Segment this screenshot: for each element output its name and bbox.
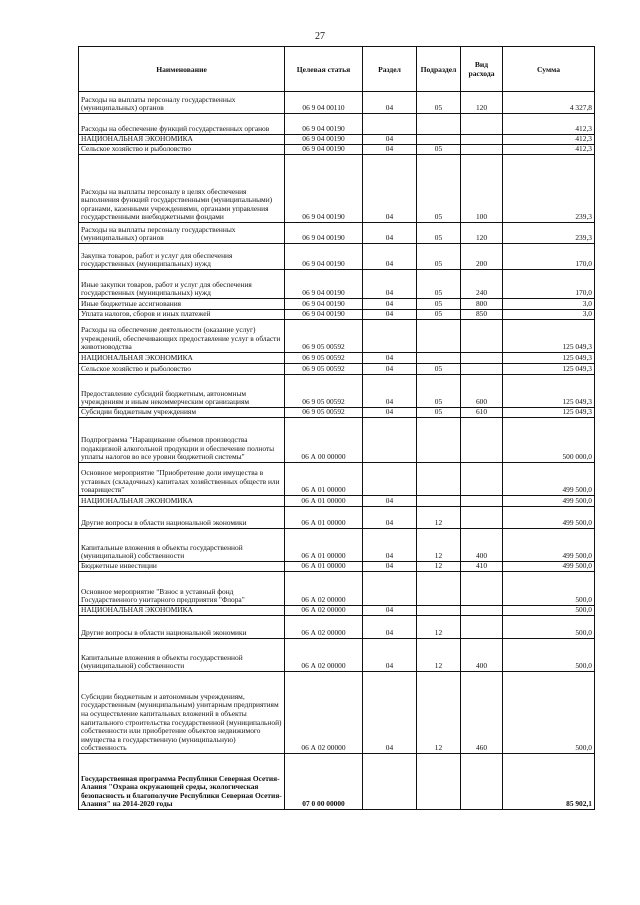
table-row (79, 754, 595, 810)
row-section: 04 (363, 145, 417, 155)
row-name: Сельское хозяйство и рыболовство (79, 364, 285, 375)
row-name: НАЦИОНАЛЬНАЯ ЭКОНОМИКА (79, 353, 285, 364)
row-subsection: 05 (417, 364, 461, 375)
row-section: 04 (363, 408, 417, 418)
row-name: Капитальные вложения в объекты государственной (муниципальной) собственности (79, 529, 285, 562)
row-code: 06 А 01 00000 (285, 529, 363, 562)
row-subsection: 05 (417, 155, 461, 223)
table-row (79, 364, 595, 375)
row-code: 06 9 05 00592 (285, 320, 363, 353)
row-expense-type (461, 616, 503, 639)
row-name: Основное мероприятие "Приобретение доли имущества в уставных (складочных) капиталах хозяйственных обществ или товариществ" (79, 463, 285, 496)
row-name: Уплата налогов, сборов и иных платежей (79, 310, 285, 320)
row-code: 06 9 04 00190 (285, 244, 363, 270)
table-row (79, 408, 595, 418)
row-expense-type: 850 (461, 310, 503, 320)
row-code: 06 9 05 00592 (285, 375, 363, 408)
row-code: 06 9 04 00190 (285, 155, 363, 223)
row-amount: 170,0 (503, 244, 595, 270)
row-code: 06 А 02 00000 (285, 672, 363, 754)
row-expense-type (461, 114, 503, 135)
row-section: 04 (363, 375, 417, 408)
row-name: Основное мероприятие "Взнос в уставный фонд Государственного унитарного предприятия "Флора" (79, 572, 285, 606)
row-amount: 3,0 (503, 310, 595, 320)
row-amount: 500,0 (503, 672, 595, 754)
row-amount: 85 902,1 (503, 754, 595, 810)
row-name: Расходы на обеспечение деятельности (оказание услуг) учреждений, обеспечивающих предоставление услуг в области животноводства (79, 320, 285, 353)
row-expense-type (461, 572, 503, 606)
row-amount: 125 049,3 (503, 364, 595, 375)
row-code: 06 9 05 00592 (285, 408, 363, 418)
row-subsection: 12 (417, 672, 461, 754)
budget-table (78, 46, 595, 810)
row-amount: 125 049,3 (503, 375, 595, 408)
row-code: 06 А 01 00000 (285, 507, 363, 529)
table-row (79, 496, 595, 507)
row-expense-type (461, 496, 503, 507)
row-subsection: 05 (417, 375, 461, 408)
row-amount: 125 049,3 (503, 408, 595, 418)
table-row (79, 507, 595, 529)
table-row (79, 223, 595, 244)
row-expense-type: 120 (461, 92, 503, 114)
row-code: 07 0 00 00000 (285, 754, 363, 810)
row-code: 06 9 04 00110 (285, 92, 363, 114)
row-section: 04 (363, 529, 417, 562)
table-row (79, 672, 595, 754)
row-expense-type (461, 320, 503, 353)
row-subsection: 12 (417, 507, 461, 529)
row-subsection: 05 (417, 408, 461, 418)
table-row (79, 244, 595, 270)
row-subsection: 05 (417, 270, 461, 299)
row-name: Расходы на выплаты персоналу государственных (муниципальных) органов (79, 92, 285, 114)
row-expense-type (461, 145, 503, 155)
row-subsection (417, 754, 461, 810)
row-section: 04 (363, 135, 417, 145)
table-row (79, 562, 595, 572)
row-expense-type: 120 (461, 223, 503, 244)
row-expense-type: 460 (461, 672, 503, 754)
table-row (79, 114, 595, 135)
row-section (363, 114, 417, 135)
row-code: 06 А 02 00000 (285, 616, 363, 639)
row-code: 06 А 02 00000 (285, 606, 363, 616)
row-expense-type: 200 (461, 244, 503, 270)
table-row (79, 155, 595, 223)
row-section (363, 463, 417, 496)
row-amount: 500,0 (503, 639, 595, 672)
row-name: Субсидии бюджетным учреждениям (79, 408, 285, 418)
row-section: 04 (363, 244, 417, 270)
row-amount: 499 500,0 (503, 529, 595, 562)
table-row (79, 463, 595, 496)
row-subsection (417, 135, 461, 145)
row-subsection (417, 496, 461, 507)
header-section: Раздел (363, 47, 417, 92)
row-amount: 499 500,0 (503, 507, 595, 529)
row-section: 04 (363, 223, 417, 244)
row-section: 04 (363, 496, 417, 507)
row-expense-type (461, 418, 503, 463)
page-number: 27 (315, 31, 325, 42)
table-row (79, 353, 595, 364)
row-code: 06 9 04 00190 (285, 114, 363, 135)
row-name: Иные закупки товаров, работ и услуг для обеспечения государственных (муниципальных) нужд (79, 270, 285, 299)
row-expense-type: 800 (461, 299, 503, 310)
row-name: НАЦИОНАЛЬНАЯ ЭКОНОМИКА (79, 496, 285, 507)
row-subsection (417, 606, 461, 616)
row-section: 04 (363, 353, 417, 364)
row-code: 06 А 01 00000 (285, 463, 363, 496)
row-expense-type: 610 (461, 408, 503, 418)
row-code: 06 9 04 00190 (285, 135, 363, 145)
row-expense-type: 400 (461, 639, 503, 672)
row-name: Иные бюджетные ассигнования (79, 299, 285, 310)
row-code: 06 9 04 00190 (285, 270, 363, 299)
row-expense-type: 240 (461, 270, 503, 299)
table-row (79, 145, 595, 155)
row-expense-type (461, 364, 503, 375)
table-row (79, 270, 595, 299)
row-subsection: 12 (417, 616, 461, 639)
row-subsection: 12 (417, 639, 461, 672)
row-name: Подпрограмма "Наращивание объемов производства подакцизной алкогольной продукции и обеспечение полноты уплаты налогов во все уровни бюджетной системы" (79, 418, 285, 463)
row-section: 04 (363, 92, 417, 114)
row-subsection: 05 (417, 92, 461, 114)
row-section: 04 (363, 507, 417, 529)
table-row (79, 572, 595, 606)
row-amount: 499 500,0 (503, 463, 595, 496)
table-header-row (79, 47, 595, 92)
row-name: Расходы на обеспечение функций государственных органов (79, 114, 285, 135)
row-amount: 499 500,0 (503, 562, 595, 572)
row-amount: 125 049,3 (503, 353, 595, 364)
row-amount: 412,3 (503, 145, 595, 155)
table-row (79, 375, 595, 408)
row-name: Сельское хозяйство и рыболовство (79, 145, 285, 155)
row-code: 06 9 05 00592 (285, 353, 363, 364)
row-section: 04 (363, 616, 417, 639)
header-name: Наименование (79, 47, 285, 92)
row-name: Другие вопросы в области национальной экономики (79, 616, 285, 639)
row-amount: 412,3 (503, 135, 595, 145)
table-row (79, 320, 595, 353)
table-row (79, 310, 595, 320)
row-subsection: 05 (417, 299, 461, 310)
row-code: 06 9 04 00190 (285, 310, 363, 320)
row-subsection (417, 114, 461, 135)
row-expense-type (461, 463, 503, 496)
row-name: Государственная программа Республики Северная Осетия-Алания "Охрана окружающей среды, экологическая безопасность и благополучие Республики Северная Осетия-Алания" на 2014-2020 годы (79, 754, 285, 810)
row-amount: 499 500,0 (503, 496, 595, 507)
row-section: 04 (363, 310, 417, 320)
row-section: 04 (363, 606, 417, 616)
row-expense-type: 100 (461, 155, 503, 223)
header-subsection: Подраздел (417, 47, 461, 92)
table-body (79, 92, 595, 810)
row-subsection: 05 (417, 310, 461, 320)
row-section: 04 (363, 299, 417, 310)
row-name: Субсидии бюджетным и автономным учреждениям, государственным (муниципальным) унитарным предприятиям на осуществление капитальных вложений в объекты капитального строительства государственной (муниципальной) собственности или приобретение объектов недвижимого имущества в государственную (муниципальную) собственность (79, 672, 285, 754)
row-name: НАЦИОНАЛЬНАЯ ЭКОНОМИКА (79, 135, 285, 145)
row-section: 04 (363, 672, 417, 754)
row-amount: 4 327,8 (503, 92, 595, 114)
row-expense-type (461, 135, 503, 145)
row-code: 06 9 05 00592 (285, 364, 363, 375)
row-subsection (417, 320, 461, 353)
row-name: НАЦИОНАЛЬНАЯ ЭКОНОМИКА (79, 606, 285, 616)
row-code: 06 А 01 00000 (285, 562, 363, 572)
row-amount: 412,3 (503, 114, 595, 135)
table-row (79, 639, 595, 672)
row-name: Бюджетные инвестиции (79, 562, 285, 572)
row-amount: 500,0 (503, 606, 595, 616)
row-code: 06 А 02 00000 (285, 572, 363, 606)
row-section: 04 (363, 270, 417, 299)
row-section: 04 (363, 639, 417, 672)
row-name: Капитальные вложения в объекты государственной (муниципальной) собственности (79, 639, 285, 672)
table-row (79, 616, 595, 639)
row-amount: 125 049,3 (503, 320, 595, 353)
row-subsection (417, 418, 461, 463)
row-code: 06 9 04 00190 (285, 145, 363, 155)
row-subsection (417, 353, 461, 364)
row-expense-type (461, 606, 503, 616)
row-section: 04 (363, 562, 417, 572)
row-expense-type (461, 353, 503, 364)
row-expense-type (461, 507, 503, 529)
row-code: 06 9 04 00190 (285, 223, 363, 244)
row-code: 06 А 02 00000 (285, 639, 363, 672)
row-subsection: 12 (417, 529, 461, 562)
row-subsection: 05 (417, 145, 461, 155)
row-subsection: 05 (417, 244, 461, 270)
row-name: Закупка товаров, работ и услуг для обеспечения государственных (муниципальных) нужд (79, 244, 285, 270)
header-expense-type: Вид расхода (461, 47, 503, 92)
row-section (363, 572, 417, 606)
row-code: 06 А 00 00000 (285, 418, 363, 463)
row-name: Расходы на выплаты персоналу в целях обеспечения выполнения функций государственными (муниципальными) органами, казенными учреждениями, органами управления государственными внебюджетными фондами (79, 155, 285, 223)
row-name: Другие вопросы в области национальной экономики (79, 507, 285, 529)
row-expense-type: 600 (461, 375, 503, 408)
row-expense-type: 400 (461, 529, 503, 562)
row-expense-type (461, 754, 503, 810)
table-row (79, 606, 595, 616)
table-row (79, 92, 595, 114)
table-row (79, 529, 595, 562)
table-row (79, 299, 595, 310)
row-amount: 239,3 (503, 155, 595, 223)
table-row (79, 418, 595, 463)
header-code: Целевая статья (285, 47, 363, 92)
row-section: 04 (363, 155, 417, 223)
row-subsection (417, 463, 461, 496)
row-amount: 170,0 (503, 270, 595, 299)
row-code: 06 А 01 00000 (285, 496, 363, 507)
row-subsection: 05 (417, 223, 461, 244)
row-name: Расходы на выплаты персоналу государственных (муниципальных) органов (79, 223, 285, 244)
row-section (363, 754, 417, 810)
row-name: Предоставление субсидий бюджетным, автономным учреждениям и иным некоммерческим организациям (79, 375, 285, 408)
row-section: 04 (363, 364, 417, 375)
row-expense-type: 410 (461, 562, 503, 572)
row-amount: 239,3 (503, 223, 595, 244)
row-amount: 500,0 (503, 572, 595, 606)
row-subsection: 12 (417, 562, 461, 572)
row-amount: 500,0 (503, 616, 595, 639)
row-amount: 500 000,0 (503, 418, 595, 463)
header-amount: Сумма (503, 47, 595, 92)
row-section (363, 418, 417, 463)
row-code: 06 9 04 00190 (285, 299, 363, 310)
table-row (79, 135, 595, 145)
row-subsection (417, 572, 461, 606)
row-section (363, 320, 417, 353)
row-amount: 3,0 (503, 299, 595, 310)
